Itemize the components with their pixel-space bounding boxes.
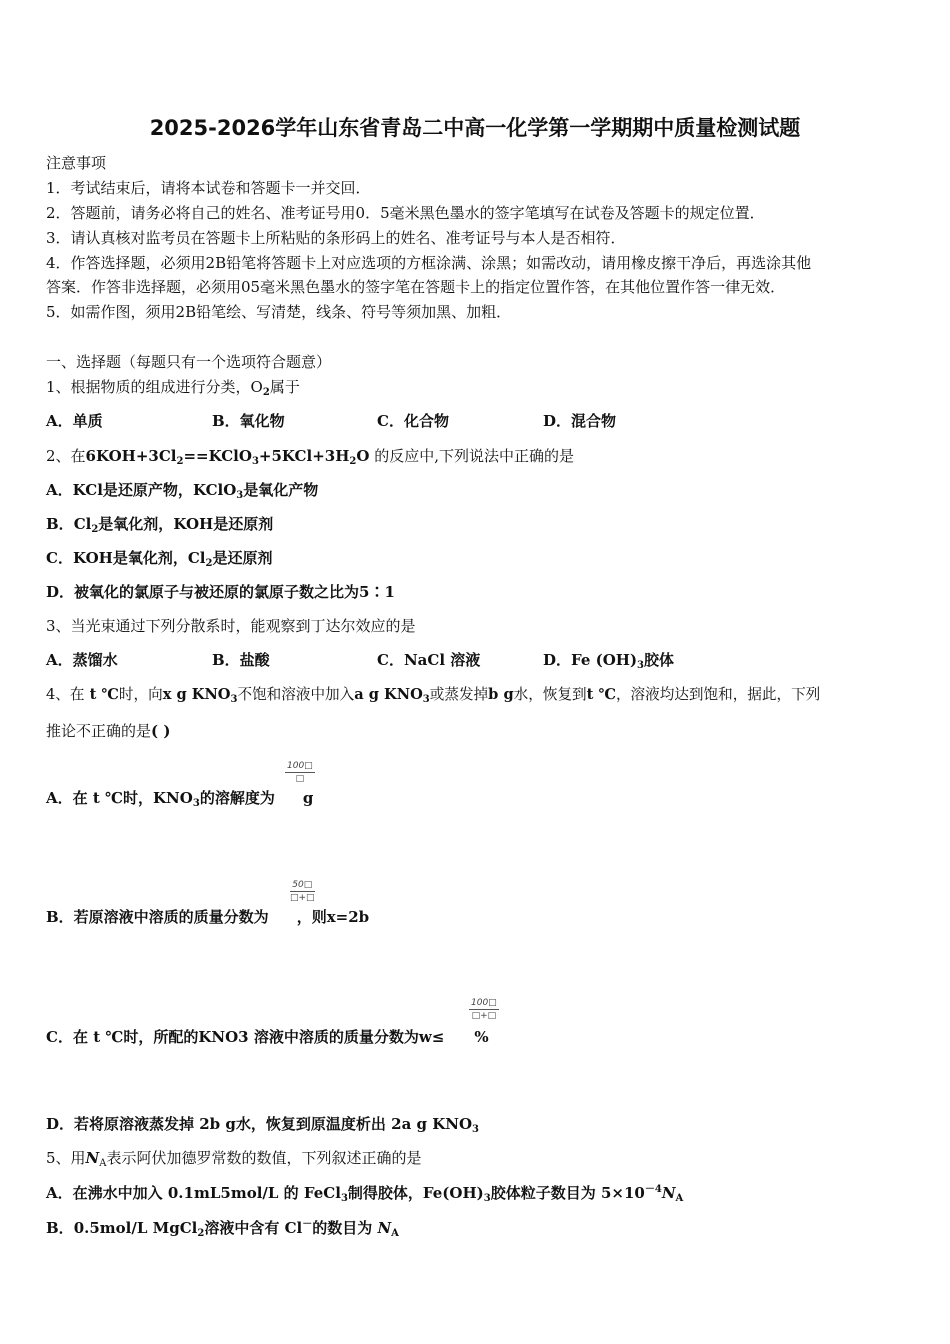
notice-heading: 注意事项 bbox=[46, 154, 107, 172]
notice-item-4: 4．作答选择题，必须用2B铅笔将答题卡上对应选项的方框涂满、涂黑；如需改动，请用橡皮擦干净后，再选涂其他 bbox=[46, 254, 812, 272]
option-c[interactable]: C．化合物 bbox=[377, 412, 449, 430]
question-5-option-b[interactable]: B．0.5mol/L MgCl$_2$溶液中含有 Cl－的数目为 $N_A$ bbox=[46, 1219, 399, 1239]
question-4-stem-cont: 推论不正确的是( ) bbox=[46, 722, 171, 740]
question-5-option-a[interactable]: A．在沸水中加入 0.1mL5mol/L 的 FeCl$_3$制得胶体，$Fe(OH)_3$胶体粒子数目为 $5\times 10^{-4}N_A$ bbox=[46, 1184, 684, 1204]
option-d[interactable]: D．Fe $(OH)_3$胶体 bbox=[543, 651, 675, 671]
fraction-b: 50□ □+□ bbox=[290, 880, 315, 903]
notice-item-2: 2．答题前，请务必将自己的姓名、准考证号用0．5毫米黑色墨水的签字笔填写在试卷及答题卡的规定位置． bbox=[46, 204, 765, 222]
question-2-option-a[interactable]: A．KCl是还原产物，KClO$_3$是氧化产物 bbox=[46, 481, 319, 501]
option-c[interactable]: C．NaCl 溶液 bbox=[377, 651, 481, 669]
notice-item-3: 3．请认真核对监考员在答题卡上所粘贴的条形码上的姓名、准考证号与本人是否相符． bbox=[46, 229, 626, 247]
question-4-option-d[interactable]: D．若将原溶液蒸发掉 2b g水，恢复到原温度析出 2a g $KNO_3$ bbox=[46, 1115, 480, 1135]
question-4-option-b[interactable]: B．若原溶液中溶质的质量分数为 ，则x=2b bbox=[46, 908, 370, 926]
notice-item-1: 1．考试结束后，请将本试卷和答题卡一并交回． bbox=[46, 179, 371, 197]
question-2-option-d[interactable]: D．被氧化的氯原子与被还原的氯原子数之比为5∶1 bbox=[46, 583, 395, 601]
fraction-a: 100□ □ bbox=[287, 761, 313, 784]
question-1-stem: 1、根据物质的组成进行分类，$O_2$属于 bbox=[46, 378, 300, 398]
question-2-option-b[interactable]: B．$Cl_2$是氧化剂，KOH是还原剂 bbox=[46, 515, 274, 535]
question-2-stem: 2、在$6KOH+3Cl_2==KClO_3+5KCl+3H_2O$ 的反应中,下列说法中正确的是 bbox=[46, 447, 574, 467]
notice-item-4-cont: 答案．作答非选择题，必须用05毫米黑色墨水的签字笔在答题卡上的指定位置作答，在其他位置作答一律无效． bbox=[46, 278, 786, 296]
fraction-c: 100□ □+□ bbox=[471, 998, 497, 1021]
notice-item-5: 5．如需作图，须用2B铅笔绘、写清楚，线条、符号等须加黑、加粗． bbox=[46, 303, 512, 321]
question-4-option-c[interactable]: C．在 t ℃时，所配的KNO3 溶液中溶质的质量分数为w≤ % bbox=[46, 1028, 489, 1046]
question-5-stem: 5、用$N_A$表示阿伏加德罗常数的数值，下列叙述正确的是 bbox=[46, 1149, 422, 1169]
section-heading: 一、选择题（每题只有一个选项符合题意） bbox=[46, 353, 332, 371]
page-title: 2025-2026学年山东省青岛二中高一化学第一学期期中质量检测试题 bbox=[149, 116, 801, 140]
option-a[interactable]: A．单质 bbox=[46, 412, 103, 430]
option-a[interactable]: A．蒸馏水 bbox=[46, 651, 118, 669]
option-b[interactable]: B．氧化物 bbox=[212, 412, 285, 430]
option-d[interactable]: D．混合物 bbox=[543, 412, 617, 430]
question-2-option-c[interactable]: C．KOH是氧化剂，$Cl_2$是还原剂 bbox=[46, 549, 273, 569]
question-4-stem: 4、在 t ℃时，向x g $KNO_3$不饱和溶液中加入a g $KNO_3$或蒸发掉b g水，恢复到t ℃，溶液均达到饱和，据此，下列 bbox=[46, 686, 821, 705]
question-4-option-a[interactable]: A．在 t ℃时，$KNO_3$的溶解度为 g bbox=[46, 789, 314, 809]
question-3-stem: 3、当光束通过下列分散系时，能观察到丁达尔效应的是 bbox=[46, 617, 416, 635]
option-b[interactable]: B．盐酸 bbox=[212, 651, 270, 669]
